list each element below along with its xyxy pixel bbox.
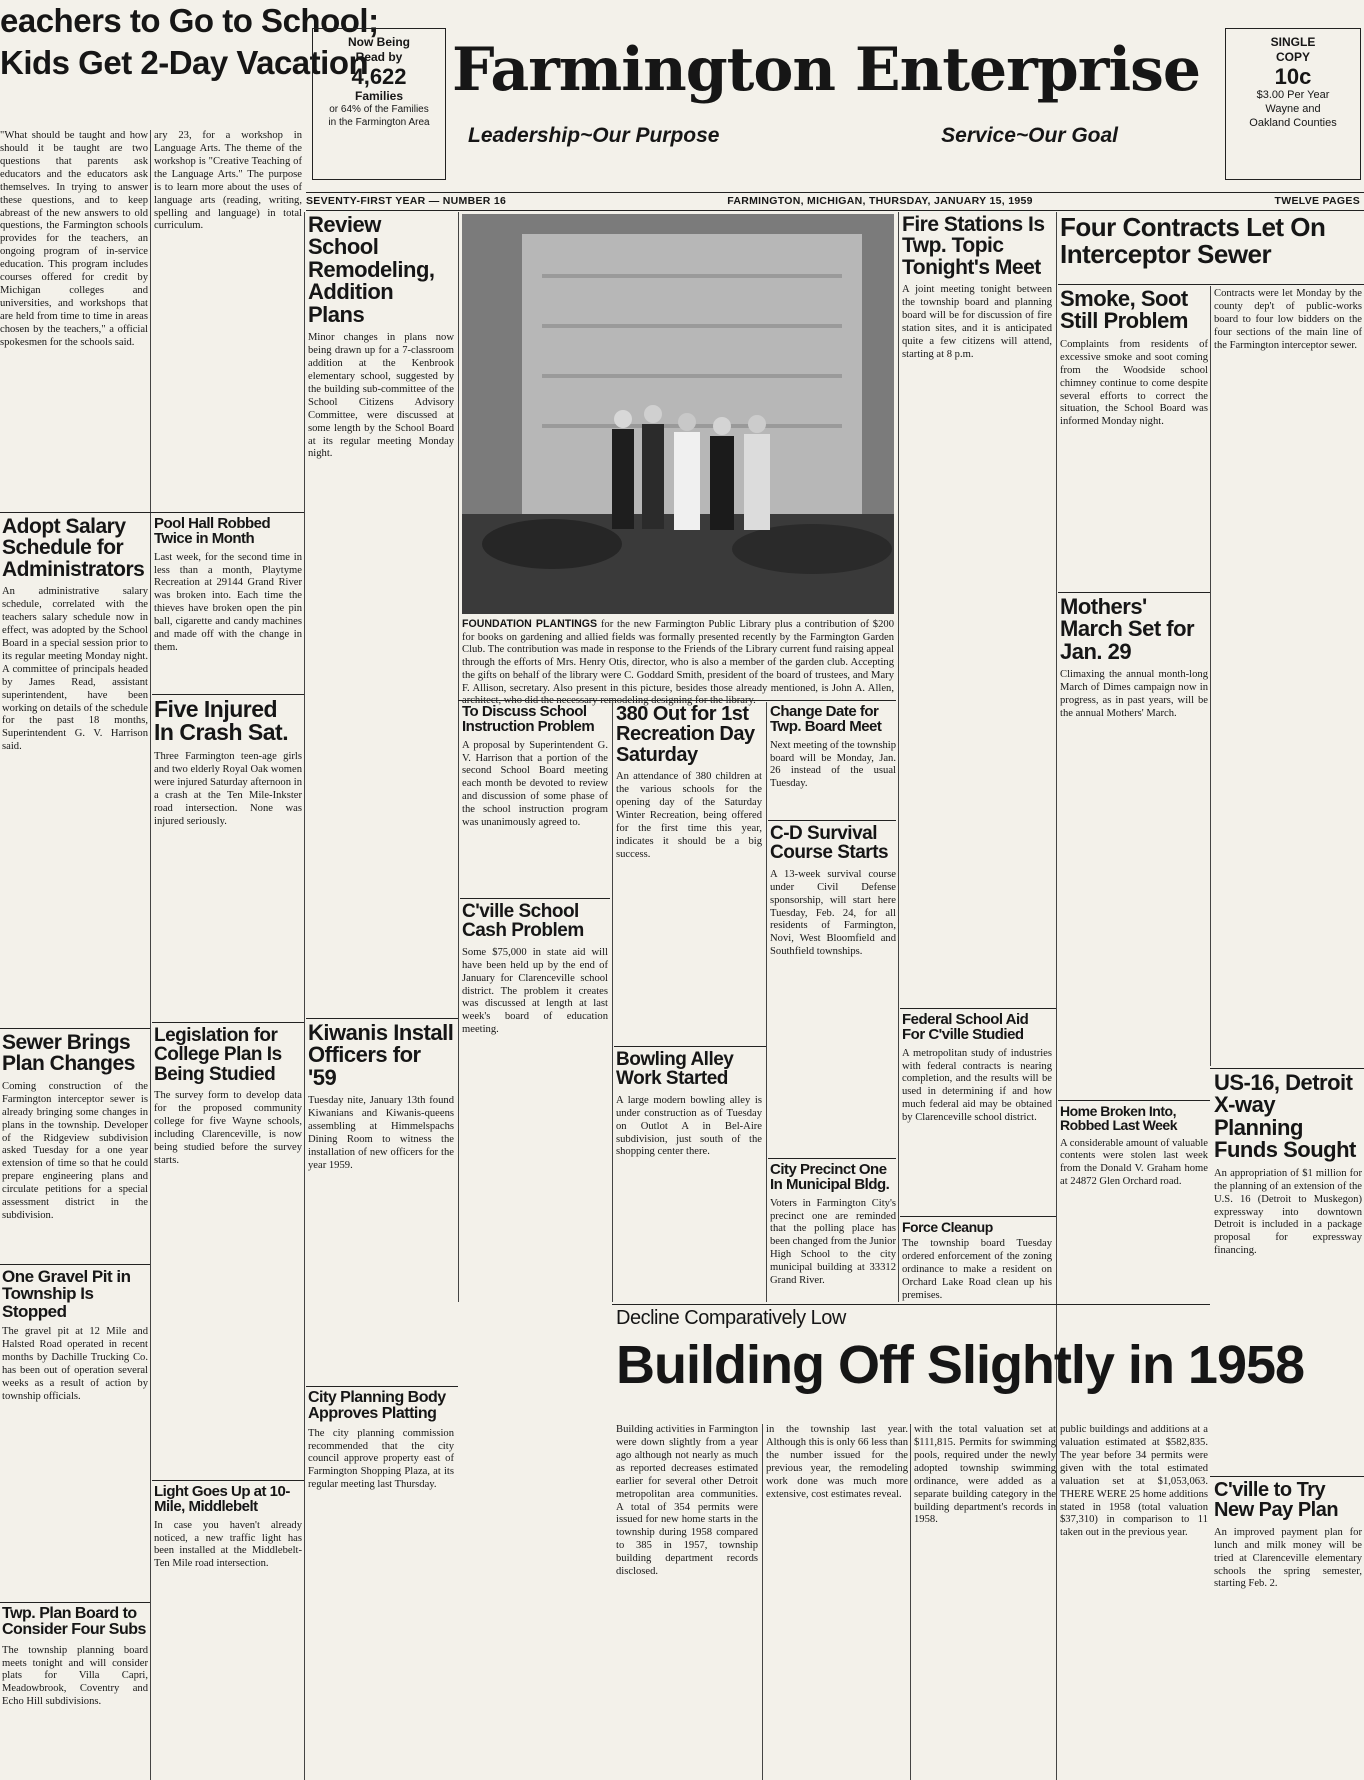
story-headline: Five Injured In Crash Sat. — [154, 696, 289, 746]
masthead-tagline-row — [468, 124, 1118, 152]
story-rule — [768, 820, 896, 821]
tagline-right: Service~Our Goal — [941, 124, 1118, 147]
story-body: Voters in Farmington City's precinct one are reminded that the polling place has been changed from the Junior High School to the city municipal building at 33312 Grand River. — [770, 1197, 896, 1287]
story-us16 — [1214, 1072, 1362, 1472]
story-body: in the township last year. Although this is only 66 less than the number issued for the previous year, the remodeling work done was much more extensive, cost estimates reveal. — [766, 1424, 908, 1500]
story-rule — [0, 1028, 150, 1029]
story-rule — [0, 512, 304, 513]
story-legislation — [154, 1026, 302, 1476]
story-body: Some $75,000 in state aid will have been held up by the end of January for Clarenceville school district. The problem it creates was discussed at length at last week's board of education meeting. — [462, 946, 608, 1036]
story-rule — [1058, 1100, 1210, 1101]
story-rule — [1058, 284, 1364, 285]
story-cville-cash — [462, 902, 608, 1304]
story-bowling — [616, 1050, 762, 1302]
story-headline: To Discuss School Instruction Problem — [462, 703, 595, 736]
story-body: Coming construction of the Farmington interceptor sewer is already bringing some changes in plans in the township. Developer of the Ridgeview subdivision asked Tuesday for a one year extension of time so that he could prepare engineering plans and circulate petitions for a special assessment district in the subdivision. — [2, 1080, 148, 1222]
story-body: Tuesday nite, January 13th found Kiwanians and Kiwanis-queens assembling at Himmelspachs Dining Room to witness the installation of new officers for the year 1959. — [308, 1095, 454, 1171]
story-rule — [152, 694, 304, 695]
library-photo — [462, 214, 894, 614]
annual-price: $3.00 Per Year — [1256, 89, 1330, 102]
story-rule — [0, 1602, 150, 1603]
story-cd-survival — [770, 824, 896, 1154]
column-rule — [1210, 286, 1211, 1066]
dateline-rule-top — [306, 192, 1364, 193]
story-body: "What should be taught and how should it be taught are two questions that parents ask educators and the educators ask themselves. In trying to answer these questions, and to keep abreast of the new answers to old questions, the Farmington schools provides for the teachers, an ongoing program of in-service education. This program includes courses offered for credit by Michigan colleges and universities, and workshops that are held from time to time in areas chosen by the teachers," a official spokesmen for the schools said. — [0, 130, 148, 348]
story-rule — [768, 1158, 896, 1159]
column-rule — [762, 1424, 763, 1780]
story-rule — [306, 1018, 458, 1019]
story-review-school — [308, 214, 454, 1014]
story-body: A joint meeting tonight between the township board and planning board will be for discussion of fire station sites, and it is anticipated quite a few citizens will attend, starting at 8 p.m. — [902, 284, 1052, 360]
story-rule — [460, 898, 610, 899]
story-body: A large modern bowling alley is under construction as of Tuesday on Outlot A in Bel-Aire subdivision, just south of the shopping center there. — [616, 1094, 762, 1158]
story-headline: Legislation for College Plan Is Being Studied — [154, 1025, 282, 1085]
circulation-number: 4,622 — [351, 64, 407, 89]
story-body: An appropriation of $1 million for the planning of an extension of the U.S. 16 (Detroit to Muskegon) expressway into downtown Detroit is included in a package proposal for expressway financing. — [1214, 1167, 1362, 1257]
story-body: A considerable amount of valuable contents were stolen last week from the Donald V. Graham home at 24872 Glen Orchard road. — [1060, 1137, 1208, 1188]
story-headline: Review School Remodeling, Addition Plans — [308, 212, 435, 327]
story-body: In case you haven't already noticed, a new traffic light has been installed at the Middlebelt-Ten Mile road intersection. — [154, 1519, 302, 1570]
dateline-rule-bottom — [306, 210, 1364, 211]
lead-headline: eachers to Go to School; — [0, 2, 379, 39]
story-adopt-salary — [2, 516, 148, 1024]
single-copy-price: 10c — [1274, 64, 1312, 89]
masthead-title: Farmington Enterprise — [452, 35, 1201, 105]
page-count: TWELVE PAGES — [1274, 195, 1360, 207]
story-headline: Bowling Alley Work Started — [616, 1049, 734, 1090]
column-rule — [1056, 212, 1057, 1780]
story-headline: Federal School Aid For C'ville Studied — [902, 1011, 1029, 1044]
story-body: Minor changes in plans now being drawn up for a 7-classroom addition at the Kenbrook elementary school, suggested by the building sub-committee of the School Citizens Advisory Committee, were discussed at some length by the School Board at its regular meeting Monday night. — [308, 332, 454, 460]
story-body: Climaxing the annual month-long March of Dimes campaign now in progress, as in past years, will be the annual Mothers' March. — [1060, 669, 1208, 720]
story-gravel-pit — [2, 1268, 148, 1598]
story-body: Contracts were let Monday by the county dep't of public-works board to four low bidders on the four sections of the main line of the Farmington interceptor sewer. — [1214, 288, 1362, 351]
story-plan-board — [2, 1606, 148, 1778]
story-pool-hall — [154, 516, 302, 690]
story-rule — [1210, 1476, 1364, 1477]
building-col4 — [1060, 1424, 1208, 1778]
story-light-goes-up — [154, 1484, 302, 1778]
story-mothers-march — [1060, 596, 1208, 1096]
story-discuss-school — [462, 704, 608, 894]
price-area: Oakland Counties — [1249, 116, 1337, 129]
story-headline: Mothers' March Set for Jan. 29 — [1060, 594, 1195, 664]
story-teachers-col1 — [0, 130, 148, 510]
story-four-contracts-headline — [1060, 214, 1362, 284]
masthead-title-block — [452, 35, 1201, 116]
price-box — [1225, 28, 1361, 180]
column-rule — [304, 212, 305, 1780]
story-body: with the total valuation set at $111,815. Permits for swimming pools, required under the newly adopted township swimming ordinance, were added as a separate building category in the building department's records in 1958. — [914, 1424, 1056, 1526]
price-area: Wayne and — [1265, 102, 1321, 115]
column-rule — [898, 212, 899, 1302]
story-body: Last week, for the second time in less than a month, Playtyme Recreation at 29144 Grand River was broken into. Each time the thieves have broken open the pin ball, cigarette and candy machines and made off with the change in them. — [154, 551, 302, 654]
story-kicker: Decline Comparatively Low — [616, 1307, 846, 1329]
building-col3 — [914, 1424, 1056, 1778]
circulation-label: in the Farmington Area — [328, 116, 430, 128]
story-headline: Adopt Salary Schedule for Administrators — [2, 515, 145, 581]
story-home-broken — [1060, 1104, 1208, 1304]
story-recreation — [616, 704, 762, 954]
price-label: SINGLE — [1270, 35, 1316, 49]
story-body: Three Farmington teen-age girls and two elderly Royal Oak women were injured Saturday afternoon in a crash at the Ten Mile-Inkster road intersection. None was injured seriously. — [154, 750, 302, 827]
story-headline: Home Broken Into, Robbed Last Week — [1060, 1103, 1177, 1134]
story-body: A metropolitan study of industries with federal contracts is nearing completion, and the results will be used in determining if and how much federal aid may be obtained by Clarenceville school district. — [902, 1047, 1052, 1124]
story-body: An administrative salary schedule, correlated with the teachers salary schedule now in effect, was adopted by the School Board in a special session prior to its regular meeting Monday night. A committee of principals headed by James Read, assistant superintendent, have been working on details of the schedule for the past 18 months, Superintendent G. V. Harrison said. — [2, 586, 148, 753]
story-body: Complaints from residents of excessive smoke and soot coming from the Woodside school chimney continue to come despite several efforts to correct the situation, the School Board was informed Monday night. — [1060, 338, 1208, 428]
story-body: The gravel pit at 12 Mile and Halsted Road operated in recent months by Dachille Trucking Co. has been out of operation several weeks as a result of action by township officials. — [2, 1325, 148, 1402]
story-fire-stations — [902, 214, 1052, 1004]
story-headline: US-16, Detroit X-way Planning Funds Sought — [1214, 1070, 1356, 1163]
building-headline-block — [616, 1335, 1305, 1422]
tagline-left: Leadership~Our Purpose — [468, 124, 720, 147]
story-headline: City Planning Body Approves Platting — [308, 1389, 446, 1423]
story-headline: 380 Out for 1st Recreation Day Saturday — [616, 703, 755, 766]
story-headline: Light Goes Up at 10-Mile, Middlebelt — [154, 1483, 290, 1516]
story-headline: One Gravel Pit in Township Is Stopped — [2, 1267, 131, 1321]
story-rule — [152, 1022, 304, 1023]
price-label: COPY — [1275, 50, 1310, 64]
story-headline: Smoke, Soot Still Problem — [1060, 286, 1188, 334]
story-headline: Four Contracts Let On Interceptor Sewer — [1060, 212, 1326, 269]
column-rule — [458, 212, 459, 1302]
story-headline: Kiwanis Install Officers for '59 — [308, 1020, 454, 1090]
column-rule — [150, 130, 151, 1780]
story-headline: Force Cleanup — [902, 1219, 993, 1235]
story-body: A 13-week survival course under Civil Defense sponsorship, will start here Tuesday, Feb. 24, for all residents of Farmington, Novi, West Bloomfield and Southfield townships. — [770, 868, 896, 958]
story-body: Building activities in Farmington were down slightly from a year ago although not nearly as much as reported decreases estimated earlier for several other Detroit metropolitan area communities. A total of 354 permits were issued for new home starts in the township during 1958 compared to 385 in 1957, township building department records disclosed. — [616, 1424, 758, 1578]
caption-text: for the new Farmington Public Library plus a contribution of $200 for books on gardening and allied fields was formally presented recently by the Farmington Garden Club. The contribution was made in response to the Friends of the Library current fund raising appeal through the efforts of Mrs. Henry Otis, director, who is also a member of the garden club. Accepting the gifts on behalf of the library were C. Goddard Smith, president of the board of trustees, and Mary F. Allison, secretary. Also present in this picture, besides those already mentioned, is John A. Allen, — [462, 619, 894, 694]
photo-caption — [462, 618, 894, 698]
story-force-cleanup — [902, 1220, 1052, 1304]
story-rule — [900, 1008, 1056, 1009]
building-headline: Building Off Slightly in 1958 — [616, 1335, 1305, 1395]
story-rule — [1210, 1068, 1364, 1069]
story-city-precinct — [770, 1162, 896, 1302]
story-rule — [306, 1386, 458, 1387]
story-headline: C-D Survival Course Starts — [770, 823, 889, 864]
story-city-planning — [308, 1390, 454, 1778]
story-cville-pay — [1214, 1480, 1362, 1778]
story-rule — [152, 1480, 304, 1481]
story-body: The township board Tuesday ordered enforcement of the zoning ordinance to make a resident on Orchard Lake Road clean up his premises. — [902, 1238, 1052, 1301]
circulation-label: or 64% of the Families — [329, 104, 429, 116]
story-sewer-brings — [2, 1032, 148, 1260]
story-headline: C'ville to Try New Pay Plan — [1214, 1479, 1339, 1522]
story-body: public buildings and additions at a valuation estimated at $582,835. The year before 34 permits were given with the total estimated valuation set at $1,053,063. THERE WERE 25 home additions stated in 1958 (total valuation $37,310) in comparison to 11 taken out in the previous year. — [1060, 1424, 1208, 1539]
story-headline: City Precinct One In Municipal Bldg. — [770, 1161, 890, 1194]
story-rule — [1058, 592, 1210, 593]
circulation-label: Families — [354, 89, 404, 104]
story-federal-school — [902, 1012, 1052, 1212]
building-col2 — [766, 1424, 908, 1778]
lead-subheadline: Kids Get 2-Day Vacation — [0, 43, 369, 81]
circulation-box — [312, 28, 446, 180]
story-body: The city planning commission recommended that the city council approve property east of Farmington Shopping Plaza, at its regular meeting last Thursday. — [308, 1427, 454, 1491]
story-rule — [900, 1216, 1056, 1217]
story-smoke-soot — [1060, 288, 1208, 588]
story-rule — [612, 1304, 1210, 1305]
story-body: The survey form to develop data for the proposed community college for five Wayne schools, including Clarenceville, is now being studied before the survey starts. — [154, 1090, 302, 1166]
volume-line: SEVENTY-FIRST YEAR — NUMBER 16 — [306, 195, 507, 207]
story-body: Next meeting of the township board will be Monday, Jan. 26 instead of the usual Tuesday. — [770, 739, 896, 790]
story-rule — [614, 1046, 766, 1047]
story-body: A proposal by Superintendent G. V. Harrison that a portion of the second School Board meeting each month be devoted to review and discussion of some phase of the school instruction program was unanimously agreed to. — [462, 739, 608, 829]
story-headline: C'ville School Cash Problem — [462, 901, 584, 942]
story-headline: Pool Hall Robbed Twice in Month — [154, 515, 271, 548]
column-rule — [612, 702, 613, 1302]
story-rule — [458, 700, 896, 701]
story-body: An attendance of 380 children at the various schools for the opening day of the Saturday Winter Recreation, being offered for the first time this year, indicates it should be a big success. — [616, 771, 762, 860]
story-body: ary 23, for a workshop in Language Arts. The theme of the workshop is "Creative Teaching of the Language Arts." The purpose is to learn more about the uses of language arts (reading, writing, spelling and language) in total curriculum. — [154, 130, 302, 232]
caption-label: FOUNDATION PLANTINGS — [462, 618, 598, 630]
building-kicker — [616, 1308, 916, 1334]
story-four-contracts-body — [1214, 288, 1362, 848]
circulation-label: Read by — [355, 50, 403, 64]
story-headline: Twp. Plan Board to Consider Four Subs — [2, 1605, 146, 1639]
story-body: The township planning board meets tonight and will consider plats for Villa Capri, Meadowbrook, Coventry and Echo Hill subdivisions. — [2, 1644, 148, 1708]
story-teachers-col2 — [154, 130, 302, 510]
story-headline: Change Date for Twp. Board Meet — [770, 703, 882, 736]
story-rule — [0, 1264, 150, 1265]
column-rule — [766, 702, 767, 1302]
story-headline: Fire Stations Is Twp. Topic Tonight's Meet — [902, 213, 1045, 279]
library-photo-illustration — [462, 214, 894, 614]
story-kiwanis — [308, 1022, 454, 1382]
circulation-label: Now Being — [348, 35, 410, 49]
dateline: FARMINGTON, MICHIGAN, THURSDAY, JANUARY 15, 1959 — [727, 195, 1033, 207]
column-rule — [910, 1424, 911, 1780]
story-body: An improved payment plan for lunch and milk money will be tried at Clarenceville elementary schools the spring semester, starting Feb. 2. — [1214, 1526, 1362, 1590]
story-headline: Sewer Brings Plan Changes — [2, 1031, 135, 1076]
building-col1 — [616, 1424, 758, 1778]
story-five-injured — [154, 698, 302, 1018]
